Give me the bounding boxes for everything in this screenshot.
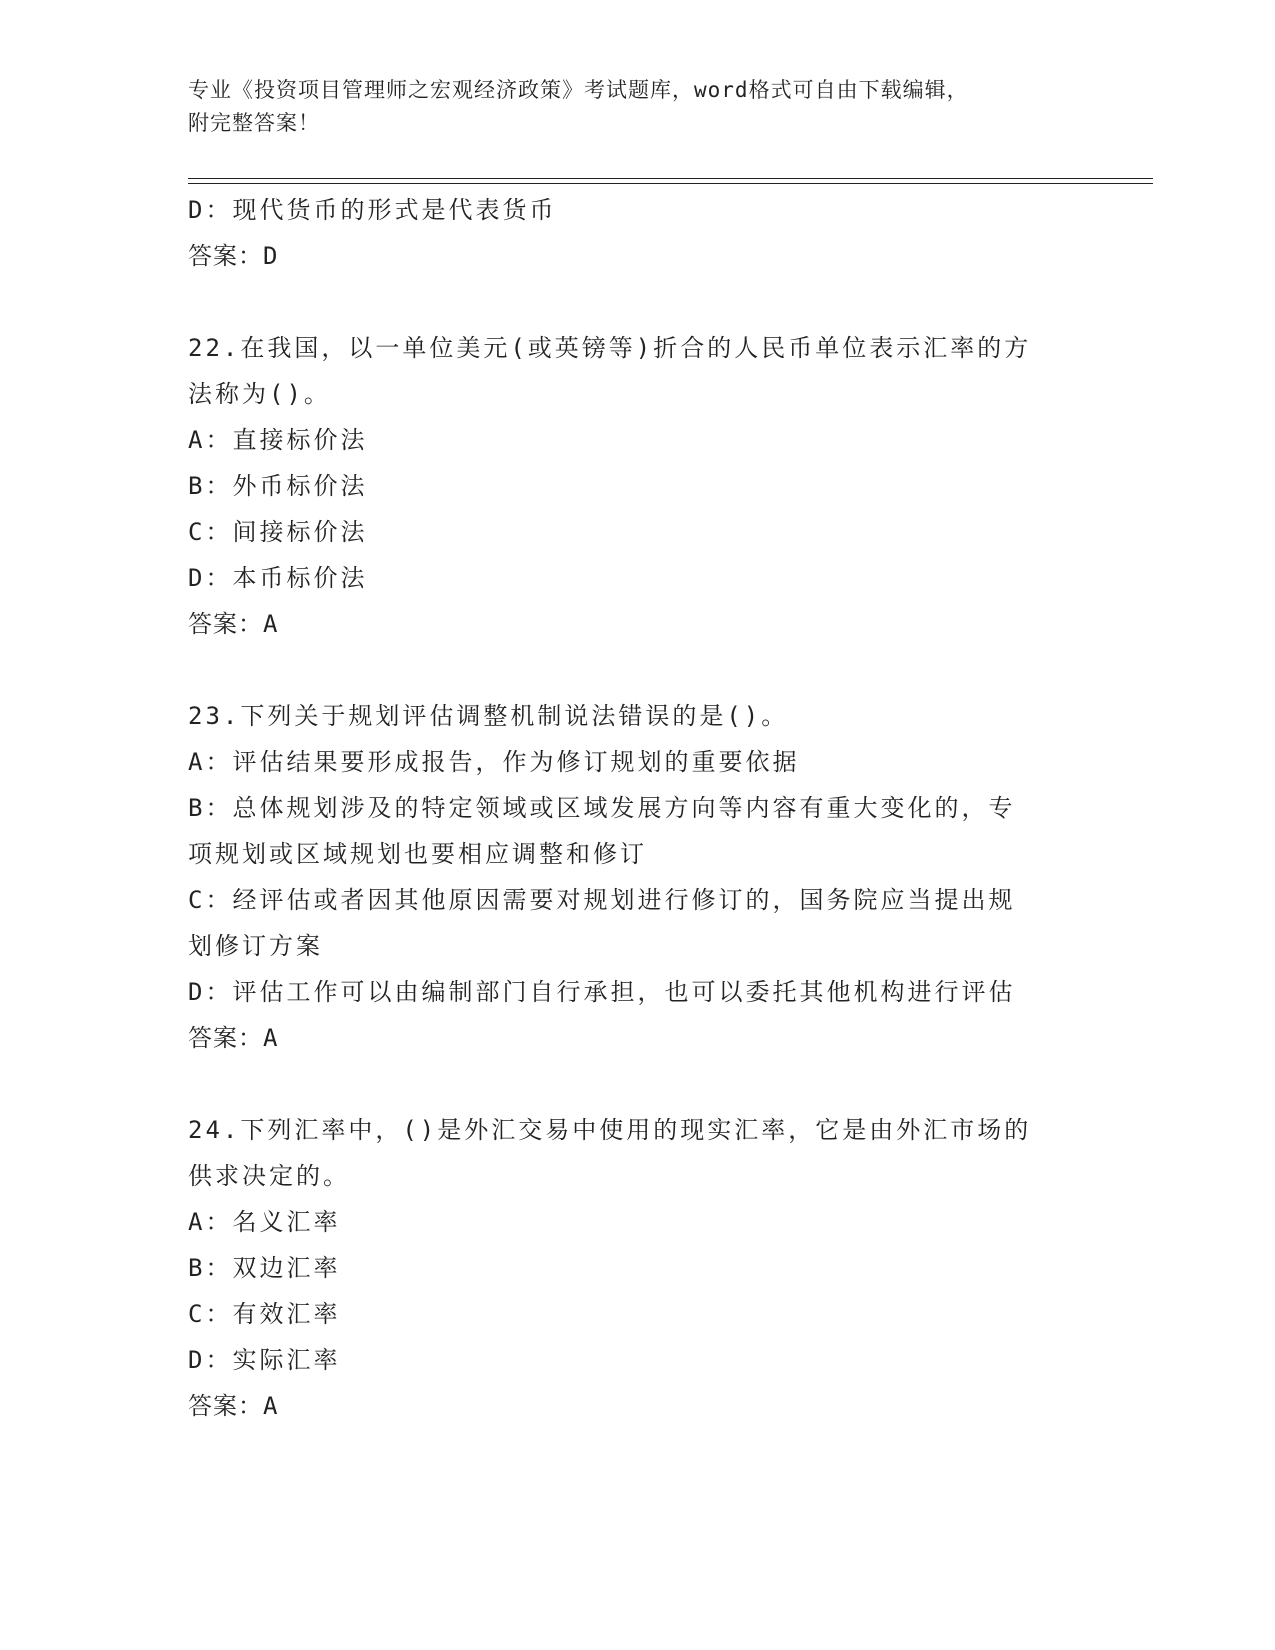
- answer-value: A: [263, 1024, 279, 1052]
- answer-line: [188, 233, 1078, 279]
- answer-label: 答案：: [188, 1024, 263, 1052]
- answer-value: D: [263, 242, 279, 270]
- option-b: B：总体规划涉及的特定领域或区域发展方向等内容有重大变化的，专: [188, 794, 1016, 822]
- option-d: D：实际汇率: [188, 1346, 341, 1374]
- option-d: D：评估工作可以由编制部门自行承担，也可以委托其他机构进行评估: [188, 978, 1016, 1006]
- header-divider-bottom: [188, 183, 1153, 184]
- document-body: [188, 187, 1078, 1429]
- option-c: C：有效汇率: [188, 1300, 341, 1328]
- option-d: D：本币标价法: [188, 564, 368, 592]
- question-22: [188, 325, 1078, 647]
- answer-value: A: [263, 1392, 279, 1420]
- question-stem: 22.在我国，以一单位美元(或英镑等)折合的人民币单位表示汇率的方: [188, 334, 1032, 362]
- prev-question-tail: [188, 187, 1078, 279]
- option-b: B：双边汇率: [188, 1254, 341, 1282]
- header-line-1: 专业《投资项目管理师之宏观经济政策》考试题库，word格式可自由下载编辑，: [188, 78, 969, 102]
- option-c: C：经评估或者因其他原因需要对规划进行修订的，国务院应当提出规: [188, 886, 1016, 914]
- option-a: A：直接标价法: [188, 426, 368, 454]
- option-b-continued: 项规划或区域规划也要相应调整和修订: [188, 840, 647, 868]
- question-23: [188, 693, 1078, 1061]
- option-b: B：外币标价法: [188, 472, 368, 500]
- answer-label: 答案：: [188, 242, 263, 270]
- spacer: [188, 279, 1078, 325]
- question-24: [188, 1107, 1078, 1429]
- answer-label: 答案：: [188, 1392, 263, 1420]
- answer-value: A: [263, 610, 279, 638]
- header-divider-top: [188, 178, 1153, 179]
- answer-line: [188, 1383, 1078, 1429]
- question-stem: 24.下列汇率中，()是外汇交易中使用的现实汇率，它是由外汇市场的: [188, 1116, 1032, 1144]
- option-d: D：现代货币的形式是代表货币: [188, 196, 557, 224]
- answer-label: 答案：: [188, 610, 263, 638]
- answer-line: [188, 601, 1078, 647]
- option-a: A：名义汇率: [188, 1208, 341, 1236]
- option-a: A：评估结果要形成报告，作为修订规划的重要依据: [188, 748, 800, 776]
- answer-line: [188, 1015, 1078, 1061]
- document-header: [188, 74, 1088, 140]
- option-c: C：间接标价法: [188, 518, 368, 546]
- question-stem: 23.下列关于规划评估调整机制说法错误的是()。: [188, 702, 789, 730]
- option-c-continued: 划修订方案: [188, 932, 323, 960]
- spacer: [188, 647, 1078, 693]
- question-stem-continued: 供求决定的。: [188, 1162, 350, 1190]
- question-stem-continued: 法称为()。: [188, 380, 331, 408]
- header-line-2: 附完整答案！: [188, 111, 320, 135]
- spacer: [188, 1061, 1078, 1107]
